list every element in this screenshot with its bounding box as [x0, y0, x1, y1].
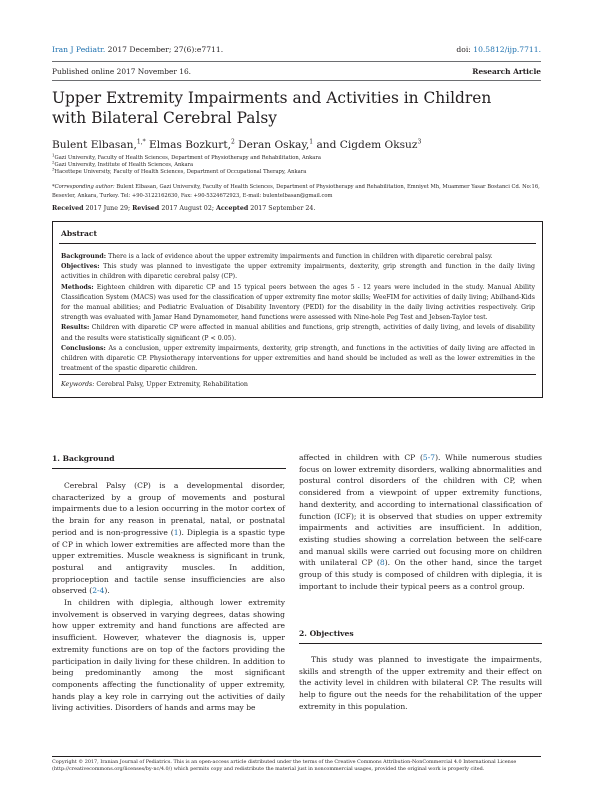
section-heading-objectives: 2. Objectives [299, 629, 354, 638]
objectives-body [299, 654, 542, 713]
abstract-divider [59, 243, 536, 244]
journal-citation [52, 45, 223, 54]
copyright-footer: Copyright © 2017, Iranian Journal of Pediatrics. This is an open-access article distributed under the terms of the Creative Commons Attribution-NonCommercial 4.0 International License (http://creativecommons.org/licenses/by-nc/4.0/) which permits copy and redistribute the material just in noncommercial usages, provided the original work is properly cited. [52, 759, 517, 773]
abstract-label: Results: [61, 324, 90, 332]
revised-date: 2017 August 02; [159, 205, 216, 212]
paragraph: In children with diplegia, although lower extremity involvement is observed in varying degrees, datas showing how upper extremity and hand functions are affected are insufficient. However, whatever the diagnosis is, upper extremity functions are on top of the factors providing the participation in daily living for these children. In addition to being predominantly among the most significant components affecting the functionality of upper extremity, hands play a key role in carrying out the activities of daily living activities. Disorders of hands and arms may be [52, 598, 285, 713]
author-name: Deran Oskay, [234, 139, 310, 151]
affiliation-text: Gazi University, Institute of Health Sciences, Ankara [54, 162, 194, 168]
affiliation [52, 166, 542, 176]
affiliation-mark: 3 [52, 166, 55, 172]
corresponding-author [52, 183, 544, 200]
abstract-text: As a conclusion, upper extremity impairments, dexterity, grip strength, and functions in the activities of daily living are affected in children with diparetic CP. Physiotherapy interventions for upper extremities and hand should be included as well as the lower extremities in the treatment of the spastic diparetic children. [61, 344, 535, 373]
article-title: Upper Extremity Impairments and Activities in Children with Bilateral Cerebral Palsy [52, 89, 492, 127]
abstract-box [52, 221, 543, 398]
journal-link[interactable]: Iran J Pediatr. [52, 45, 106, 54]
paragraph [299, 452, 542, 592]
section-divider [52, 468, 286, 469]
paragraph-text: ). [104, 586, 110, 596]
accepted-label: Accepted [215, 205, 249, 212]
citation-link[interactable]: 8 [379, 558, 385, 568]
publication-line [52, 67, 541, 79]
keywords-divider [59, 374, 536, 375]
paragraph: This study was planned to investigate the impairments, skills and strength of the upper extremity and their effect on the activity level in children with bilateral CP. The results will help to figure out the needs for the rehabilitation of the upper extremity in this population. [299, 655, 542, 711]
author-name: Bulent Elbasan, [52, 139, 137, 151]
abstract-label: Conclusions: [61, 344, 106, 352]
abstract-conclusions [61, 344, 535, 375]
paragraph [52, 480, 285, 597]
accepted-date: 2017 September 24. [248, 205, 316, 212]
abstract-objectives [61, 262, 535, 282]
keywords-text: Cerebral Palsy, Upper Extremity, Rehabilitation [94, 381, 248, 388]
section-divider [299, 643, 542, 644]
keywords [61, 381, 248, 388]
article-dates [52, 205, 542, 213]
received-date: 2017 June 29; [83, 205, 133, 212]
footer-divider [52, 756, 541, 757]
abstract-results [61, 323, 535, 343]
doi-link[interactable]: 10.5812/ijp.7711. [473, 45, 541, 54]
abstract-label: Objectives: [61, 263, 100, 271]
body-column-left [52, 480, 285, 714]
citation-link[interactable]: 5-7 [422, 453, 436, 462]
doi-label: doi: [456, 45, 474, 54]
paragraph-text: ). On the other hand, since the target group of this study is composed of children with diplegia, it is important to include their typical peers as a control group. [299, 558, 542, 591]
author-name: and Cigdem Oksuz [313, 139, 418, 151]
abstract-body [61, 252, 535, 374]
author-affiliation-mark: 1,* [136, 138, 146, 146]
doi [456, 45, 541, 54]
abstract-text: This study was planned to investigate the upper extremity impairments, dexterity, grip strength and function in the daily living activities in children with diparetic cerebral palsy (CP). [61, 263, 535, 281]
affiliation-mark: 1 [52, 152, 55, 158]
author-affiliation-mark: 3 [417, 138, 422, 146]
abstract-heading: Abstract [61, 229, 98, 238]
abstract-text: Eighteen children with diparetic CP and 15 typical peers between the ages 5 - 12 years were included in the study. Manual Ability Classification System (MACS) was used for the classification of upper extremity fine motor skills; WeeFIM for activities of daily living; Abilhand-Kids for the manual abilities; and Pediatric Evaluation of Disability Inventory (PEDI) for the disability in the daily living activities respectively. Grip strength was evaluated with Jamar Hand Dynamometer, hand functions were assessed with Nine-hole Peg Test and Jebsen-Taylor test. [61, 283, 535, 322]
citation-link[interactable]: 2-4 [92, 586, 105, 596]
author-name: Elmas Bozkurt, [145, 139, 231, 151]
paragraph-text: Cerebral Palsy (CP) is a developmental disorder, characterized by a group of movements and postural impairments due to a lesion occurring in the motor cortex of the brain for any reason in prenatal, natal, or postnatal period and is non-progressive ( [52, 481, 285, 537]
corresponding-mark: * [52, 184, 55, 190]
published-date: Published online 2017 November 16. [52, 67, 191, 76]
abstract-background [61, 252, 535, 262]
journal-header [52, 45, 541, 57]
header-divider-2 [52, 80, 541, 81]
keywords-label: Keywords: [61, 381, 95, 388]
journal-info: 2017 December; 27(6):e7711. [105, 45, 224, 54]
affiliation-mark: 2 [52, 159, 55, 165]
paragraph-text: ). Diplegia is a spastic type of CP in which lower extremities are affected more than the upper extremities. Muscle weakness is significant in trunk, postural and antigravity muscles. In addition, proprioception and tactile sense insufficiencies are also observed ( [52, 527, 285, 596]
abstract-label: Background: [61, 253, 107, 260]
section-heading-background: 1. Background [52, 454, 115, 463]
article-type: Research Article [472, 67, 541, 76]
author-affiliation-mark: 1 [309, 138, 314, 146]
abstract-methods [61, 283, 535, 324]
affiliation-text: Hacettepe University, Faculty of Health Sciences, Department of Occupational Therapy, Ankara [54, 169, 307, 175]
abstract-text: Children with diparetic CP were affected in manual abilities and functions, grip strength, activities of daily living, and levels of disability and the results were statistically significant (P < 0.05). [61, 324, 535, 342]
corresponding-label: Corresponding author: [54, 184, 115, 190]
header-divider [52, 61, 541, 62]
revised-label: Revised [132, 205, 160, 212]
received-label: Received [52, 205, 84, 212]
body-column-right [299, 452, 542, 592]
paragraph-text: affected in children with CP ( [299, 453, 423, 462]
citation-link[interactable]: 1 [173, 527, 179, 537]
author-affiliation-mark: 2 [230, 138, 235, 146]
affiliation-text: Gazi University, Faculty of Health Sciences, Department of Physiotherapy and Rehabilitation, Ankara [54, 155, 321, 161]
abstract-label: Methods: [61, 283, 94, 291]
paragraph-text: ). While numerous studies focus on lower extremity disorders, walking abnormalities and postural control disorders of the children with CP, when considered from a viewpoint of upper extremity functions, hand dexterity, and according to international classification of function (ICF); it is observed that studies on upper extremity impairments and activities are insufficient. In addition, existing studies showing a correlation between the self-care and manual skills were carried out focusing more on children with unilateral CP ( [299, 453, 542, 568]
abstract-text: There is a lack of evidence about the upper extremity impairments and function in children with diparetic cerebral palsy. [106, 253, 493, 260]
corresponding-text: Bulent Elbasan, Gazi University, Faculty of Health Sciences, Department of Physiotherapy and Rehabilitation, Emniyet Mh, Muammer Yasar Bostanci Cd. No:16, Besevler, Ankara, Turkey. Tel: +90-3122162630, Fax: +90-5324672923, E-mail: bulentelbasan@gmail.com [52, 184, 540, 199]
author-list [52, 138, 542, 152]
